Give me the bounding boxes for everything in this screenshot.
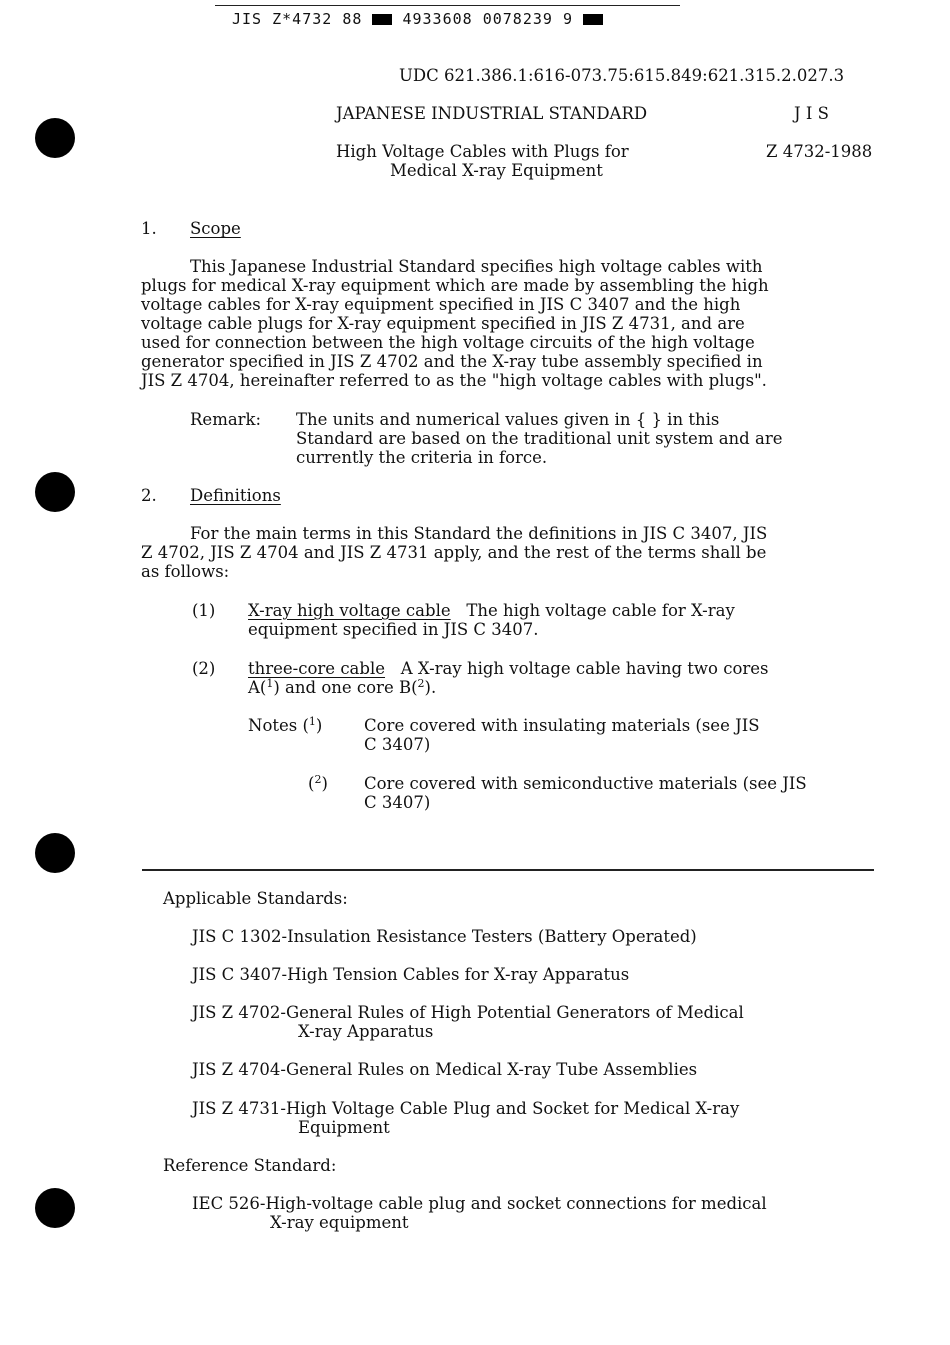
header-code: 4933608 0078239 9 <box>402 10 573 28</box>
notes-word: Notes <box>248 716 298 735</box>
text-fragment: A( <box>248 678 267 697</box>
section-heading: Scope <box>190 219 241 238</box>
applicable-item-continuation: X-ray Apparatus <box>298 1022 434 1041</box>
applicable-item-continuation: Equipment <box>298 1118 390 1137</box>
definition-item-2 <box>248 659 769 678</box>
reference-item: IEC 526-High-voltage cable plug and socket connections for medical <box>192 1194 767 1213</box>
title-line-2: Medical X-ray Equipment <box>390 161 603 180</box>
text-line: The units and numerical values given in { } in this <box>296 410 720 429</box>
remark-text <box>296 410 782 467</box>
item-number: (2) <box>192 659 216 678</box>
udc-classification: UDC 621.386.1:616-073.75:615.849:621.315.2.027.3 <box>399 66 845 85</box>
text-line: plugs for medical X-ray equipment which are made by assembling the high <box>141 276 769 295</box>
definitions-intro <box>141 524 767 581</box>
reference-heading: Reference Standard: <box>163 1156 337 1175</box>
punch-hole-1 <box>35 118 75 158</box>
section-heading: Definitions <box>190 486 281 505</box>
text-line: generator specified in JIS Z 4702 and the X-ray tube assembly specified in <box>141 352 763 371</box>
definition-text: equipment specified in JIS C 3407. <box>248 620 539 639</box>
designation: Z 4732-1988 <box>766 142 873 161</box>
reference-item-continuation: X-ray equipment <box>270 1213 409 1232</box>
text-line: C 3407) <box>364 735 431 754</box>
applicable-item: JIS C 3407-High Tension Cables for X-ray Apparatus <box>192 965 630 984</box>
scope-paragraph <box>141 257 769 390</box>
applicable-item: JIS Z 4702-General Rules of High Potential Generators of Medical <box>192 1003 744 1022</box>
paren: ( <box>302 716 309 735</box>
punch-hole-2 <box>35 472 75 512</box>
applicable-item: JIS C 1302-Insulation Resistance Testers (Battery Operated) <box>192 927 697 946</box>
header-top-rule <box>215 5 680 6</box>
header-block-icon <box>372 14 392 25</box>
note-ref: 2 <box>417 677 425 690</box>
note-num: 1 <box>308 715 316 728</box>
note-marker <box>308 774 328 793</box>
text-line: Core covered with insulating materials (see JIS <box>364 716 760 735</box>
definition-line-2 <box>248 678 436 697</box>
text-line: Standard are based on the traditional unit system and are <box>296 429 783 448</box>
defined-term: X-ray high voltage cable <box>248 601 451 620</box>
standard-type: JAPANESE INDUSTRIAL STANDARD <box>336 104 648 123</box>
defined-term: three-core cable <box>248 659 386 678</box>
header-block-icon <box>583 14 603 25</box>
note-marker <box>302 716 322 735</box>
note-2-text <box>364 774 807 812</box>
definition-text: The high voltage cable for X-ray <box>466 601 735 620</box>
item-number: (1) <box>192 601 216 620</box>
scan-header <box>232 10 603 28</box>
title-line-1: High Voltage Cables with Plugs for <box>336 142 629 161</box>
note-1-text <box>364 716 760 754</box>
note-num: 2 <box>314 773 322 786</box>
paren: ) <box>315 716 323 735</box>
text-line: Core covered with semiconductive materials (see JIS <box>364 774 807 793</box>
punch-hole-4 <box>35 1188 75 1228</box>
text-line: C 3407) <box>364 793 431 812</box>
punch-hole-3 <box>35 833 75 873</box>
footnote-separator <box>142 869 874 871</box>
text-line: JIS Z 4704, hereinafter referred to as the "high voltage cables with plugs". <box>141 371 767 390</box>
applicable-item: JIS Z 4731-High Voltage Cable Plug and Socket for Medical X-ray <box>192 1099 740 1118</box>
text-line: voltage cable plugs for X-ray equipment specified in JIS Z 4731, and are <box>141 314 745 333</box>
section-number: 2. <box>141 486 157 505</box>
note-ref: 1 <box>266 677 274 690</box>
paren: ( <box>308 774 315 793</box>
definition-item-1 <box>248 601 735 620</box>
text-line: used for connection between the high voltage circuits of the high voltage <box>141 333 755 352</box>
text-fragment: ) and one core B( <box>273 678 418 697</box>
paren: ) <box>321 774 328 793</box>
text-line: currently the criteria in force. <box>296 448 548 467</box>
notes-label <box>248 716 322 735</box>
text-line: For the main terms in this Standard the definitions in JIS C 3407, JIS <box>190 524 768 543</box>
text-line: voltage cables for X-ray equipment specified in JIS C 3407 and the high <box>141 295 741 314</box>
jis-label: J I S <box>794 104 829 123</box>
text-line: as follows: <box>141 562 230 581</box>
remark-label: Remark: <box>190 410 262 429</box>
definition-text: A X-ray high voltage cable having two cores <box>400 659 769 678</box>
text-line: This Japanese Industrial Standard specifies high voltage cables with <box>190 257 763 276</box>
applicable-item: JIS Z 4704-General Rules on Medical X-ray Tube Assemblies <box>192 1060 698 1079</box>
text-line: Z 4702, JIS Z 4704 and JIS Z 4731 apply, and the rest of the terms shall be <box>141 543 767 562</box>
text-fragment: ). <box>424 678 437 697</box>
header-mark: JIS Z*4732 88 <box>232 10 363 28</box>
applicable-heading: Applicable Standards: <box>163 889 348 908</box>
section-number: 1. <box>141 219 157 238</box>
